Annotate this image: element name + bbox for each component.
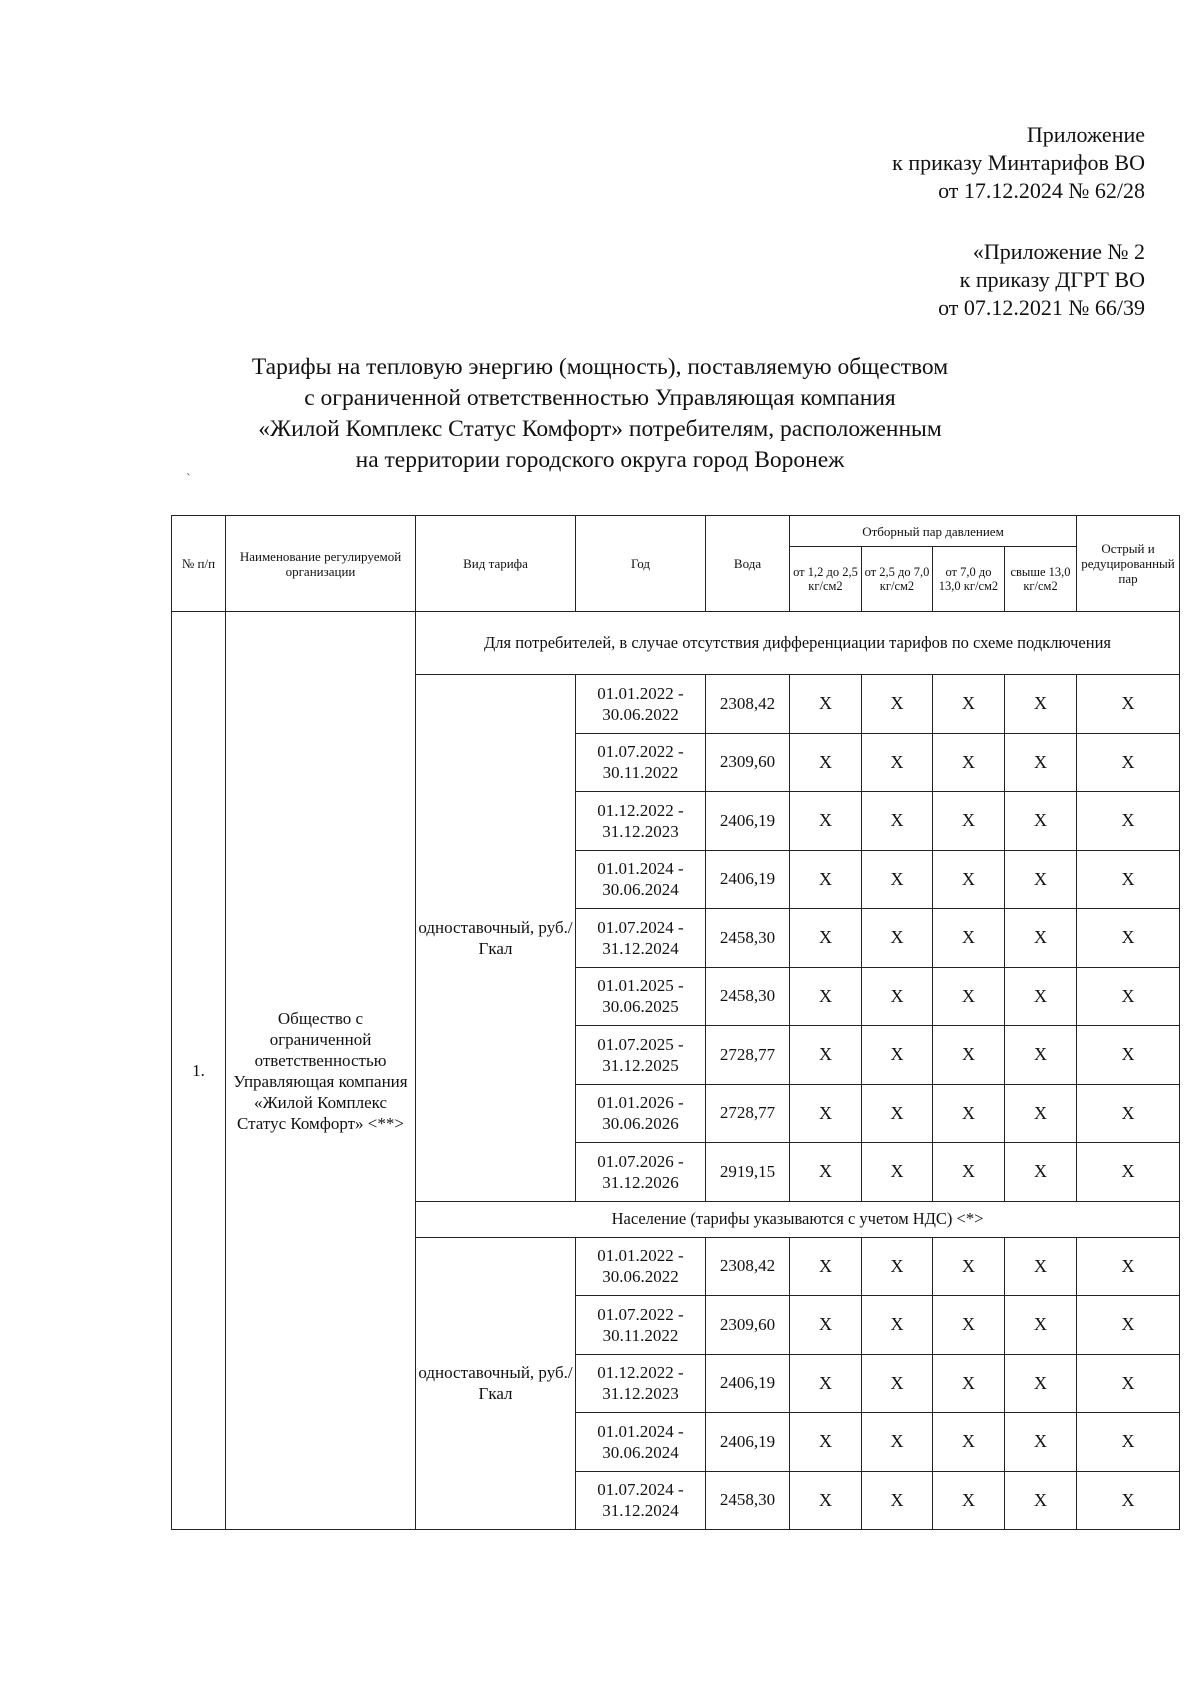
not-applicable-cell: X <box>790 1413 862 1472</box>
not-applicable-cell: X <box>862 1084 933 1143</box>
not-applicable-cell: X <box>862 1143 933 1202</box>
not-applicable-cell: X <box>1005 1413 1077 1472</box>
not-applicable-cell: X <box>933 792 1005 851</box>
water-tariff-cell: 2458,30 <box>706 1471 790 1530</box>
period-cell: 01.07.2022 - 30.11.2022 <box>576 733 706 792</box>
period-cell: 01.01.2024 - 30.06.2024 <box>576 850 706 909</box>
not-applicable-cell: X <box>1077 967 1180 1026</box>
not-applicable-cell: X <box>1077 1237 1180 1296</box>
not-applicable-cell: X <box>790 1084 862 1143</box>
annex-line: к приказу Минтарифов ВО <box>892 150 1145 175</box>
not-applicable-cell: X <box>1005 909 1077 968</box>
water-tariff-cell: 2308,42 <box>706 675 790 734</box>
not-applicable-cell: X <box>790 1354 862 1413</box>
section-header-row <box>172 612 1180 675</box>
not-applicable-cell: X <box>1077 1143 1180 1202</box>
not-applicable-cell: X <box>862 675 933 734</box>
water-tariff-cell: 2458,30 <box>706 909 790 968</box>
not-applicable-cell: X <box>1005 1354 1077 1413</box>
not-applicable-cell: X <box>790 675 862 734</box>
water-tariff-cell: 2728,77 <box>706 1026 790 1085</box>
not-applicable-cell: X <box>933 1143 1005 1202</box>
not-applicable-cell: X <box>1077 1084 1180 1143</box>
annex-line: от 17.12.2024 № 62/28 <box>938 178 1145 203</box>
water-tariff-cell: 2728,77 <box>706 1084 790 1143</box>
not-applicable-cell: X <box>1005 967 1077 1026</box>
not-applicable-cell: X <box>790 792 862 851</box>
period-cell: 01.07.2024 - 31.12.2024 <box>576 909 706 968</box>
not-applicable-cell: X <box>933 733 1005 792</box>
header-num: № п/п <box>172 516 226 612</box>
not-applicable-cell: X <box>933 967 1005 1026</box>
not-applicable-cell: X <box>862 1237 933 1296</box>
water-tariff-cell: 2919,15 <box>706 1143 790 1202</box>
tariff-type: одноставочный, руб./Гкал <box>416 1237 576 1530</box>
not-applicable-cell: X <box>933 850 1005 909</box>
not-applicable-cell: X <box>790 967 862 1026</box>
title-line: на территории городского округа город Воронеж <box>355 447 845 473</box>
not-applicable-cell: X <box>1005 1237 1077 1296</box>
water-tariff-cell: 2309,60 <box>706 733 790 792</box>
not-applicable-cell: X <box>1005 1471 1077 1530</box>
period-cell: 01.12.2022 - 31.12.2023 <box>576 792 706 851</box>
not-applicable-cell: X <box>933 675 1005 734</box>
not-applicable-cell: X <box>1077 1413 1180 1472</box>
not-applicable-cell: X <box>862 1413 933 1472</box>
not-applicable-cell: X <box>1077 1026 1180 1085</box>
not-applicable-cell: X <box>933 1471 1005 1530</box>
water-tariff-cell: 2406,19 <box>706 1354 790 1413</box>
water-tariff-cell: 2406,19 <box>706 850 790 909</box>
not-applicable-cell: X <box>790 733 862 792</box>
annex-line: «Приложение № 2 <box>972 239 1145 264</box>
not-applicable-cell: X <box>790 1026 862 1085</box>
not-applicable-cell: X <box>862 1296 933 1355</box>
not-applicable-cell: X <box>1077 1296 1180 1355</box>
water-tariff-cell: 2406,19 <box>706 792 790 851</box>
tariff-type: одноставочный, руб./Гкал <box>416 675 576 1202</box>
period-cell: 01.07.2024 - 31.12.2024 <box>576 1471 706 1530</box>
not-applicable-cell: X <box>1077 675 1180 734</box>
period-cell: 01.01.2024 - 30.06.2024 <box>576 1413 706 1472</box>
annex-line: к приказу ДГРТ ВО <box>959 267 1145 292</box>
not-applicable-cell: X <box>1005 675 1077 734</box>
section-title: Население (тарифы указываются с учетом НДС) <*> <box>416 1201 1180 1237</box>
not-applicable-cell: X <box>1005 1143 1077 1202</box>
not-applicable-cell: X <box>790 909 862 968</box>
document-title <box>0 352 1200 476</box>
period-cell: 01.12.2022 - 31.12.2023 <box>576 1354 706 1413</box>
not-applicable-cell: X <box>1077 733 1180 792</box>
not-applicable-cell: X <box>1005 792 1077 851</box>
not-applicable-cell: X <box>933 909 1005 968</box>
period-cell: 01.07.2025 - 31.12.2025 <box>576 1026 706 1085</box>
not-applicable-cell: X <box>862 1354 933 1413</box>
water-tariff-cell: 2406,19 <box>706 1413 790 1472</box>
not-applicable-cell: X <box>1077 850 1180 909</box>
not-applicable-cell: X <box>790 1143 862 1202</box>
row-number: 1. <box>172 612 226 1530</box>
not-applicable-cell: X <box>862 1471 933 1530</box>
not-applicable-cell: X <box>862 850 933 909</box>
water-tariff-cell: 2308,42 <box>706 1237 790 1296</box>
not-applicable-cell: X <box>790 850 862 909</box>
organization-name: Общество с ограниченной ответственностью Управляющая компания «Жилой Комплекс Статус Комфорт» <**> <box>226 612 416 1530</box>
not-applicable-cell: X <box>862 967 933 1026</box>
not-applicable-cell: X <box>1005 1084 1077 1143</box>
tariff-table <box>171 515 1180 1530</box>
period-cell: 01.01.2022 - 30.06.2022 <box>576 1237 706 1296</box>
not-applicable-cell: X <box>933 1413 1005 1472</box>
not-applicable-cell: X <box>862 792 933 851</box>
not-applicable-cell: X <box>790 1237 862 1296</box>
not-applicable-cell: X <box>933 1084 1005 1143</box>
not-applicable-cell: X <box>933 1026 1005 1085</box>
period-cell: 01.01.2026 - 30.06.2026 <box>576 1084 706 1143</box>
header-year: Год <box>576 516 706 612</box>
annex-line: Приложение <box>1026 122 1145 147</box>
period-cell: 01.07.2026 - 31.12.2026 <box>576 1143 706 1202</box>
not-applicable-cell: X <box>1077 909 1180 968</box>
not-applicable-cell: X <box>1077 792 1180 851</box>
not-applicable-cell: X <box>1077 1354 1180 1413</box>
scan-mark: ` <box>186 472 191 487</box>
header-steam-2: от 2,5 до 7,0 кг/см2 <box>862 547 933 612</box>
title-line: с ограниченной ответственностью Управляющая компания <box>304 385 896 411</box>
period-cell: 01.07.2022 - 30.11.2022 <box>576 1296 706 1355</box>
not-applicable-cell: X <box>1005 850 1077 909</box>
water-tariff-cell: 2458,30 <box>706 967 790 1026</box>
not-applicable-cell: X <box>790 1471 862 1530</box>
header-steam-3: от 7,0 до 13,0 кг/см2 <box>933 547 1005 612</box>
section-title: Для потребителей, в случае отсутствия дифференциации тарифов по схеме подключения <box>416 612 1180 675</box>
header-organization: Наименование регулируемой организации <box>226 516 416 612</box>
annex-reference-original <box>938 238 1145 322</box>
period-cell: 01.01.2022 - 30.06.2022 <box>576 675 706 734</box>
not-applicable-cell: X <box>1005 1026 1077 1085</box>
not-applicable-cell: X <box>862 733 933 792</box>
not-applicable-cell: X <box>862 1026 933 1085</box>
not-applicable-cell: X <box>933 1354 1005 1413</box>
not-applicable-cell: X <box>933 1296 1005 1355</box>
header-sharp-steam: Острый и редуцированный пар <box>1077 516 1180 612</box>
header-row <box>172 516 1180 547</box>
not-applicable-cell: X <box>790 1296 862 1355</box>
header-steam-4: свыше 13,0 кг/см2 <box>1005 547 1077 612</box>
header-water: Вода <box>706 516 790 612</box>
title-line: «Жилой Комплекс Статус Комфорт» потребителям, расположенным <box>258 416 942 442</box>
period-cell: 01.01.2025 - 30.06.2025 <box>576 967 706 1026</box>
tariff-table-body <box>172 612 1180 1530</box>
water-tariff-cell: 2309,60 <box>706 1296 790 1355</box>
not-applicable-cell: X <box>862 909 933 968</box>
not-applicable-cell: X <box>1005 733 1077 792</box>
not-applicable-cell: X <box>1005 1296 1077 1355</box>
not-applicable-cell: X <box>1077 1471 1180 1530</box>
annex-reference-current <box>892 121 1145 205</box>
not-applicable-cell: X <box>933 1237 1005 1296</box>
header-steam-1: от 1,2 до 2,5 кг/см2 <box>790 547 862 612</box>
title-line: Тарифы на тепловую энергию (мощность), поставляемую обществом <box>251 354 949 380</box>
annex-line: от 07.12.2021 № 66/39 <box>938 295 1145 320</box>
header-steam-group: Отборный пар давлением <box>790 516 1077 547</box>
header-tariff-type: Вид тарифа <box>416 516 576 612</box>
